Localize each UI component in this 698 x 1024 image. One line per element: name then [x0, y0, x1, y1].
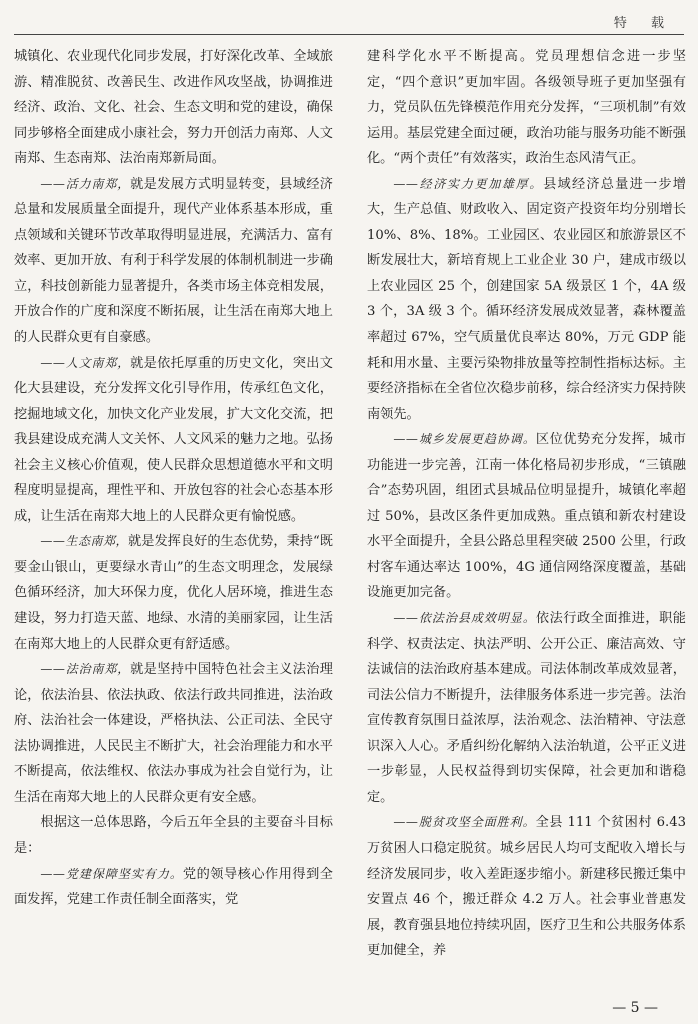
paragraph-text: 依法行政全面推进，职能科学、权责法定、执法严明、公开公正、廉洁高效、守法诚信的法治政府基本建成。司法体制改革成效显著，司法公信力不断提升，法律服务体系进一步完善。法治宣传教育氛围日益浓厚，法治观念、法治精神、守法意识深入人心。矛盾纠纷化解纳入法治轨道，公平正义进一步彰显，人民权益得到切实保障，社会更加和谐稳定。 — [367, 611, 686, 805]
paragraph — [367, 427, 686, 606]
paragraph-lead: ——人文南郑， — [40, 355, 131, 370]
page-number: — 5 — — [612, 1000, 658, 1016]
paragraph-text: 全县 111 个贫困村 6.43 万贫困人口稳定脱贫。城乡居民人均可支配收入增长与经济发展同步，收入差距逐步缩小。新建移民搬迁集中安置点 46 个，搬迁群众 4.2 万人。社会事业普惠发展，教育强县地位持续巩固，医疗卫生和公共服务体系更加健全，养 — [367, 815, 686, 959]
paragraph-lead: ——活力南郑， — [40, 176, 131, 191]
paragraph-lead: ——经济实力更加雄厚。 — [393, 176, 544, 191]
paragraph — [14, 529, 333, 657]
paragraph-text: 就是坚持中国特色社会主义法治理论，依法治县、依法执政、依法行政共同推进，法治政府、法治社会一体建设，严格执法、公正司法、全民守法协调推进，人民民主不断扩大，社会治理能力和水平不断提高，依法维权、依法办事成为社会自觉行为，让生活在南郑大地上的人民群众更有安全感。 — [14, 662, 333, 805]
paragraph — [14, 657, 333, 810]
paragraph — [367, 810, 686, 963]
paragraph — [14, 351, 333, 530]
paragraph-text: 就是发挥良好的生态优势，秉持“既要金山银山，更要绿水青山”的生态文明理念，发展绿色循环经济，加大环保力度，优化人居环境，推进生态建设，努力打造天蓝、地绿、水清的美丽家园，让生活在南郑大地上的人民群众更有舒适感。 — [14, 534, 333, 652]
paragraph-lead: ——生态南郑， — [40, 534, 129, 549]
paragraph — [14, 44, 333, 172]
right-column — [367, 44, 686, 964]
paragraph-text: 党的领导核心作用得到全面发挥，党建工作责任制全面落实，党 — [14, 866, 333, 908]
paragraph-lead: ——城乡发展更趋协调。 — [393, 432, 536, 447]
paragraph — [14, 862, 333, 913]
paragraph-text: 根据这一总体思路，今后五年全县的主要奋斗目标是： — [14, 815, 333, 856]
paragraph-text: 就是依托厚重的历史文化，突出文化大县建设，充分发挥文化引导作用，传承红色文化，挖掘地域文化，加快文化产业发展，扩大文化交流，把我县建设成充满人文关怀、人文风采的魅力之地。弘扬社会主义核心价值观，使人民群众思想道德水平和文明程度明显提高，理性平和、开放包容的社会心态基本形成，让生活在南郑大地上的人民群众更有愉悦感。 — [14, 355, 333, 524]
paragraph-lead: ——党建保障坚实有力。 — [40, 866, 183, 881]
paragraph — [367, 172, 686, 427]
paragraph-text: 城镇化、农业现代化同步发展，打好深化改革、全域旅游、精准脱贫、改善民生、改进作风攻坚战，协调推进经济、政治、文化、社会、生态文明和党的建设，确保同步够格全面建成小康社会，努力开创活力南郑、人文南郑、生态南郑、法治南郑新局面。 — [14, 49, 333, 167]
paragraph-lead: ——脱贫攻坚全面胜利。 — [393, 815, 536, 830]
paragraph — [367, 606, 686, 810]
paragraph — [367, 44, 686, 172]
left-column — [14, 44, 333, 913]
paragraph-text: 县域经济总量进一步增大，生产总值、财政收入、固定资产投资年均分别增长 10%、8%、18%。工业园区、农业园区和旅游景区不断发展壮大，新培育规上工业企业 30 户，建成市级以上农业园区 25 个，创建国家 5A 级景区 1 个，4A 级 3 个，3A 级 3 个。循环经济发展成效显著，森林覆盖率超过 67%，空气质量优良率达 80%，万元 GDP 能耗和用水量、主要污染物排放量等控制性指标达标。主要经济指标在全省位次稳步前移，综合经济实力保持陕南领先。 — [367, 176, 686, 422]
paragraph — [14, 810, 333, 861]
header-divider — [14, 34, 684, 35]
section-title: 特 载 — [613, 16, 674, 31]
paragraph — [14, 172, 333, 351]
paragraph-text: 就是发展方式明显转变，县域经济总量和发展质量全面提升，现代产业体系基本形成，重点领域和关键环节改革取得明显进展，充满活力、富有效率、更加开放、有利于科学发展的体制机制进一步确立，科技创新能力显著提升，各类市场主体竞相发展，开放合作的广度和深度不断拓展，让生活在南郑大地上的人民群众更有自豪感。 — [14, 176, 333, 346]
paragraph-text: 建科学化水平不断提高。党员理想信念进一步坚定，“四个意识”更加牢固。各级领导班子更加坚强有力，党员队伍先锋模范作用充分发挥，“三项机制”有效运用。基层党建全面过硬，政治功能与服务功能不断强化。“两个责任”有效落实，政治生态风清气正。 — [367, 49, 686, 167]
paragraph-lead: ——依法治县成效明显。 — [393, 611, 536, 626]
paragraph-lead: ——法治南郑， — [40, 662, 131, 677]
paragraph-text: 区位优势充分发挥，城市功能进一步完善，江南一体化格局初步形成，“三镇融合”态势巩固，组团式县城品位明显提升，城镇化率超过 50%，县改区条件更加成熟。重点镇和新农村建设水平全面提升，全县公路总里程突破 2500 公里，行政村客车通达率达 100%，4G 通信网络深度覆盖，基础设施更加完备。 — [367, 432, 686, 601]
